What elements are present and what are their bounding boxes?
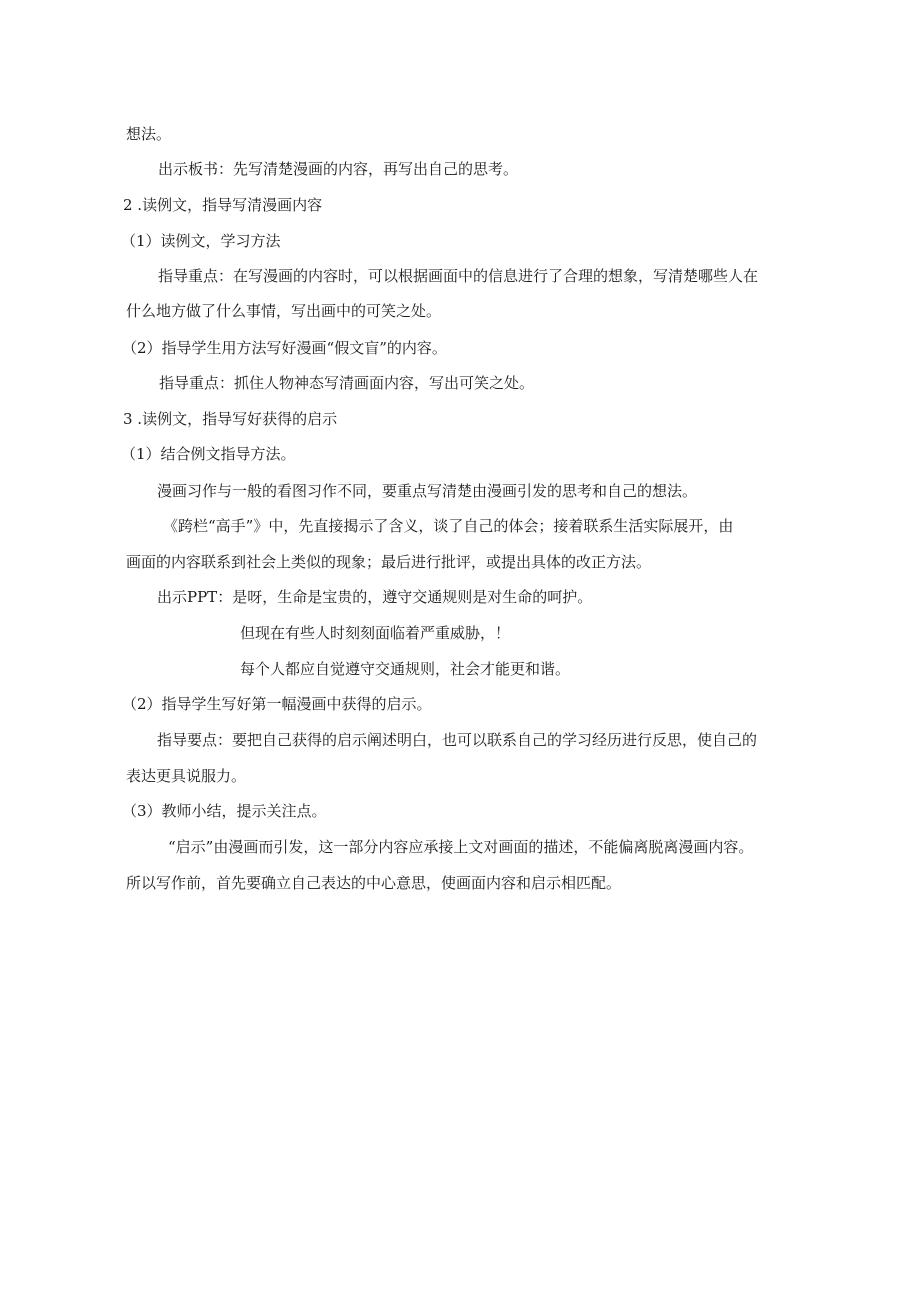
text-line: “启示”由漫画而引发，这一部分内容应承接上文对画面的描述，不能偏离脱离漫画内容。 — [168, 838, 754, 856]
text-line: 所以写作前，首先要确立自己表达的中心意思，使画面内容和启示相匹配。 — [126, 874, 622, 892]
subsection-heading: （2）指导学生用方法写好漫画“假文盲”的内容。 — [122, 339, 447, 357]
text-line: 漫画习作与一般的看图习作不同，要重点写清楚由漫画引发的思考和自己的想法。 — [157, 482, 698, 500]
text-line: 出示PPT：是呀，生命是宝贵的，遵守交通规则是对生命的呵护。 — [157, 588, 593, 606]
text-line: 指导重点：在写漫画的内容时，可以根据画面中的信息进行了合理的想象，写清楚哪些人在 — [158, 267, 759, 285]
text-line: 什么地方做了什么事情，写出画中的可笑之处。 — [126, 302, 442, 320]
text-line: 《跨栏“高手”》中，先直接揭示了含义，谈了自己的体会；接着联系生活实际展开，由 — [163, 517, 734, 535]
section-heading: 2 .读例文，指导写清漫画内容 — [123, 196, 323, 214]
text-line: 但现在有些人时刻刻面临着严重威胁，！ — [240, 624, 511, 642]
subsection-heading: （3）教师小结，提示关注点。 — [122, 802, 327, 820]
text-line: 想法。 — [126, 125, 172, 143]
text-line: 指导重点：抓住人物神态写清画面内容，写出可笑之处。 — [159, 374, 535, 392]
section-heading: 3 .读例文，指导写好获得的启示 — [123, 410, 338, 428]
text-line: 表达更具说服力。 — [126, 767, 247, 785]
text-line: 每个人都应自觉遵守交通规则，社会才能更和谐。 — [240, 660, 571, 678]
subsection-heading: （1）结合例文指导方法。 — [121, 445, 296, 463]
text-line: 出示板书：先写清楚漫画的内容，再写出自己的思考。 — [158, 160, 519, 178]
subsection-heading: （1）读例文，学习方法 — [121, 232, 281, 250]
text-line: 指导要点：要把自己获得的启示阐述明白，也可以联系自己的学习经历进行反思，使自己的 — [157, 731, 758, 749]
text-line: 画面的内容联系到社会上类似的现象；最后进行批评，或提出具体的改正方法。 — [126, 553, 652, 571]
subsection-heading: （2）指导学生写好第一幅漫画中获得的启示。 — [122, 695, 432, 713]
